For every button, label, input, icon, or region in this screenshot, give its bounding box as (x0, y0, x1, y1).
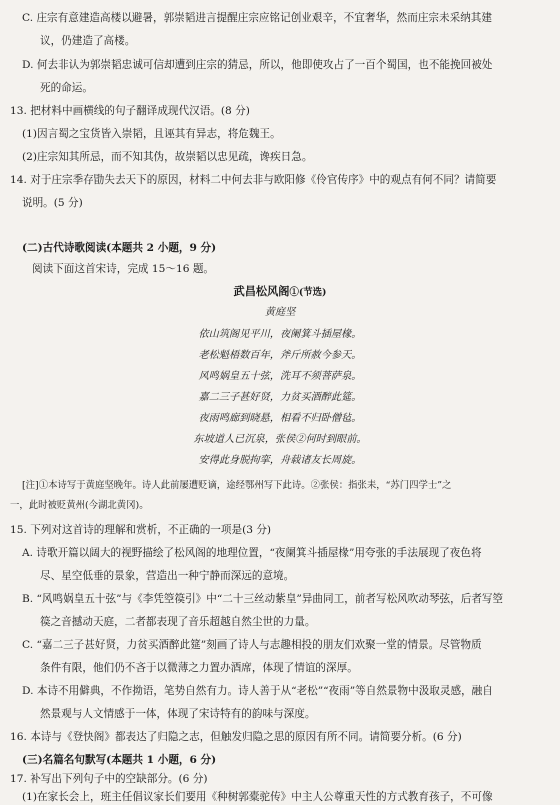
q15-option-b-cont: 篌之音撼动天庭，二者都表现了音乐超越自然尘世的力量。 (40, 616, 316, 628)
poem-line: 老松魁梧数百年，斧斤所赦今参天。 (198, 350, 362, 361)
q15-option-a: A. 诗歌开篇以阔大的视野描绘了松风阁的地理位置，“夜阑箕斗插屋椽”用夸张的手法展现了夜色将 (22, 547, 482, 559)
poem-line: 依山筑阁见平川，夜阑箕斗插屋椽。 (198, 329, 362, 340)
q15-option-d: D. 本诗不用僻典，不作拗语，笔势自然有力。诗人善于从“老松”“夜雨”等自然景物中汲取灵感，融自 (22, 685, 493, 697)
q12-option-c-cont: 议，仍建造了高楼。 (40, 35, 136, 47)
poem-line: 安得此身脱拘挛，舟载诸友长周旋。 (198, 455, 362, 466)
poem-line: 东坡道人已沉泉，张侯②何时到眼前。 (193, 434, 367, 445)
q15-option-d-cont: 然景观与人文情感于一体，体现了宋诗特有的韵味与深度。 (40, 708, 316, 720)
q17-stem: 17. 补写出下列句子中的空缺部分。(6 分) (10, 773, 208, 785)
q17-part-1: (1)在家长会上，班主任倡议家长们要用《种树郭橐驼传》中主人公尊重天性的方式教育孩子，不可像 (22, 791, 493, 803)
q15-option-c-cont: 条件有限，他们仍不吝于以微薄之力置办酒席，体现了情谊的深厚。 (40, 662, 358, 674)
q16-stem: 16. 本诗与《登快阁》都表达了归隐之志，但触发归隐之思的原因有所不同。请简要分析。(6 分) (10, 731, 462, 743)
q12-option-d-cont: 死的命运。 (40, 82, 93, 94)
section-2-header: (二)古代诗歌阅读(本题共 2 小题，9 分) (22, 242, 217, 254)
poem-line: 夜雨鸣廊到晓悬，相看不归卧僧毡。 (198, 413, 362, 424)
section-2-intro: 阅读下面这首宋诗，完成 15～16 题。 (32, 263, 215, 275)
q15-option-b: B. “风鸣娲皇五十弦”与《李凭箜篌引》中“二十三丝动紫皇”异曲同工，前者写松风吹动琴弦，后者写箜 (22, 593, 504, 605)
section-3-header: (三)名篇名句默写(本题共 1 小题，6 分) (22, 754, 217, 766)
poem-note: [注]①本诗写于黄庭坚晚年。诗人此前屡遭贬谪，途经鄂州写下此诗。②张侯：指张耒，“苏门四学士”之 (22, 480, 452, 491)
q15-stem: 15. 下列对这首诗的理解和赏析，不正确的一项是(3 分) (10, 524, 272, 536)
q14-stem-cont: 说明。(5 分) (22, 197, 83, 209)
poem-note-cont: 一，此时被贬黄州(今湖北黄冈)。 (10, 500, 149, 511)
q13-sentence-2: (2)庄宗知其所忌，而不知其伪，故崇韬以忠见疏，谗疾日急。 (22, 151, 313, 163)
poem-author: 黄庭坚 (264, 307, 296, 318)
q14-stem: 14. 对于庄宗季存勖失去天下的原因，材料二中何去非与欧阳修《伶官传序》中的观点有何不同？请简要 (10, 174, 497, 186)
q13-stem: 13. 把材料中画横线的句子翻译成现代汉语。(8 分) (10, 105, 250, 117)
q12-option-c: C. 庄宗有意建造高楼以避暑，郭崇韬进言提醒庄宗应铭记创业艰辛，不宜奢华，然而庄宗未采纳其建 (22, 12, 492, 24)
poem-title-footnote-mark: ①(节选) (289, 287, 327, 298)
q13-sentence-1: (1)因言蜀之宝货皆入崇韬，且诬其有异志，将危魏王。 (22, 128, 281, 140)
q15-option-c: C. “嘉二三子甚好贤，力贫买酒醉此筵”刻画了诗人与志趣相投的朋友们欢聚一堂的情景。尽管物质 (22, 639, 482, 651)
q12-option-d: D. 何去非认为郭崇韬忠诚可信却遭到庄宗的猜忌，所以，他即使攻占了一百个蜀国，也不能挽回被处 (22, 59, 493, 71)
q15-option-a-cont: 尽、星空低垂的景象，营造出一种宁静而深远的意境。 (40, 570, 295, 582)
poem-title-line (0, 283, 560, 301)
poem-title: 武昌松风阁 (233, 284, 290, 298)
poem-line: 风鸣娲皇五十弦，洗耳不须菩萨泉。 (198, 371, 362, 382)
poem-line: 嘉二三子甚好贤，力贫买酒醉此筵。 (198, 392, 362, 403)
